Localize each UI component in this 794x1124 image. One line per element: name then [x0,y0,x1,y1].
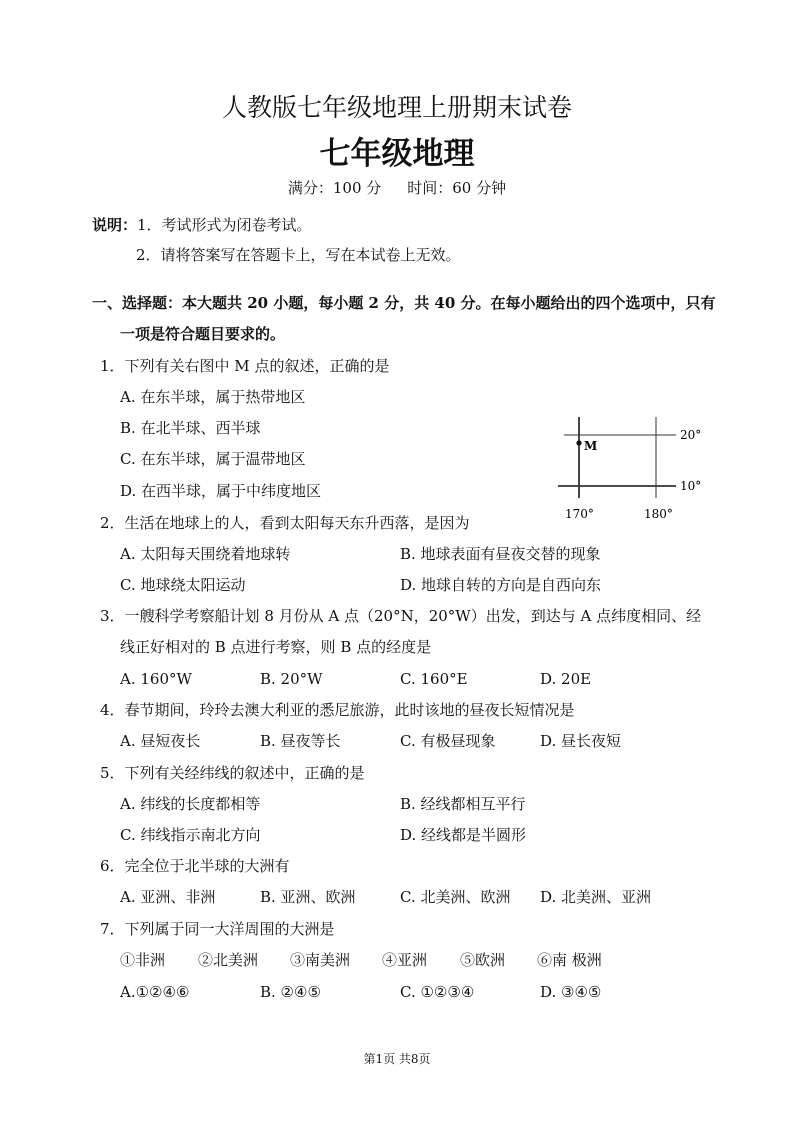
q7-item-5: ⑤欧洲 [460,951,506,969]
question-1-stem: 1．下列有关右图中 M 点的叙述，正确的是 [100,357,390,375]
exam-title: 人教版七年级地理上册期末试卷 [221,93,572,122]
subject-title: 七年级地理 [319,136,475,172]
q6-option-c: C. 北美洲、欧洲 [400,888,511,906]
q5-option-c: C. 纬线指示南北方向 [120,826,261,844]
point-m-marker [576,440,581,445]
instruction-2: 2．请将答案写在答题卡上，写在本试卷上无效。 [136,246,461,264]
q1-option-c: C. 在东半球，属于温带地区 [120,450,306,468]
q3-option-a: A. 160°W [120,670,192,688]
q6-option-d: D. 北美洲、亚洲 [540,888,652,906]
q4-option-d: D. 昼长夜短 [540,732,622,750]
lat-label-20: 20° [680,428,702,442]
q3-option-c: C. 160°E [400,670,468,688]
q7-item-4: ④亚洲 [382,951,428,969]
q5-option-a: A. 纬线的长度都相等 [120,795,261,813]
q5-option-b: B. 经线都相互平行 [400,795,526,813]
q2-option-b: B. 地球表面有昼夜交替的现象 [400,545,601,563]
lat-label-10: 10° [680,479,702,493]
q1-option-b: B. 在北半球、西半球 [120,419,261,437]
question-2-stem: 2．生活在地球上的人，看到太阳每天东升西落，是因为 [100,514,470,532]
q7-item-1: ①非洲 [120,951,166,969]
q7-option-a: A.①②④⑥ [120,983,190,1001]
q6-option-b: B. 亚洲、欧洲 [260,888,356,906]
q1-option-d: D. 在西半球，属于中纬度地区 [120,482,322,500]
lon-label-170: 170° [565,507,594,521]
question-3-stem-line2: 线正好相对的 B 点进行考察，则 B 点的经度是 [120,638,432,656]
q7-item-3: ③南美洲 [290,951,351,969]
q7-option-b: B. ②④⑤ [260,983,321,1001]
question-6-stem: 6．完全位于北半球的大洲有 [100,857,290,875]
page-footer: 第1页 共8页 [363,1052,431,1066]
full-score: 满分：100 分 [287,179,382,197]
question-5-stem: 5．下列有关经纬线的叙述中，正确的是 [100,764,365,782]
lat-lon-grid-diagram [558,412,718,522]
q3-option-b: B. 20°W [260,670,323,688]
q2-option-d: D. 地球自转的方向是自西向东 [400,576,602,594]
question-3-stem-line1: 3．一艘科学考察船计划 8 月份从 A 点（20°N，20°W）出发，到达与 A 点纬度相同、经 [100,607,702,625]
q7-option-c: C. ①②③④ [400,983,475,1001]
q2-option-c: C. 地球绕太阳运动 [120,576,246,594]
q4-option-a: A. 昼短夜长 [120,732,201,750]
time-limit: 时间：60 分钟 [407,179,507,197]
q5-option-d: D. 经线都是半圆形 [400,826,527,844]
section-heading-line2: 一项是符合题目要求的。 [120,325,286,343]
q3-option-d: D. 20E [540,670,592,688]
q1-option-a: A. 在东半球，属于热带地区 [120,388,306,406]
exam-meta [0,177,794,198]
q4-option-b: B. 昼夜等长 [260,732,341,750]
section-heading-line1: 一、选择题：本大题共 20 小题，每小题 2 分，共 40 分。在每小题给出的四个选项中，只有 [92,294,716,312]
question-4-stem: 4．春节期间，玲玲去澳大利亚的悉尼旅游，此时该地的昼夜长短情况是 [100,701,575,719]
lon-label-180: 180° [644,507,673,521]
q6-option-a: A. 亚洲、非洲 [120,888,216,906]
q7-item-6: ⑥南 极洲 [537,951,602,969]
question-7-stem: 7．下列属于同一大洋周围的大洲是 [100,920,335,938]
q2-option-a: A. 太阳每天围绕着地球转 [120,545,291,563]
instruction-1: 说明：1．考试形式为闭卷考试。 [92,216,312,234]
point-m-label: M [584,439,598,453]
q4-option-c: C. 有极昼现象 [400,732,496,750]
q7-option-d: D. ③④⑤ [540,983,602,1001]
instruction-label: 说明： [92,216,138,234]
q7-item-2: ②北美洲 [198,951,259,969]
